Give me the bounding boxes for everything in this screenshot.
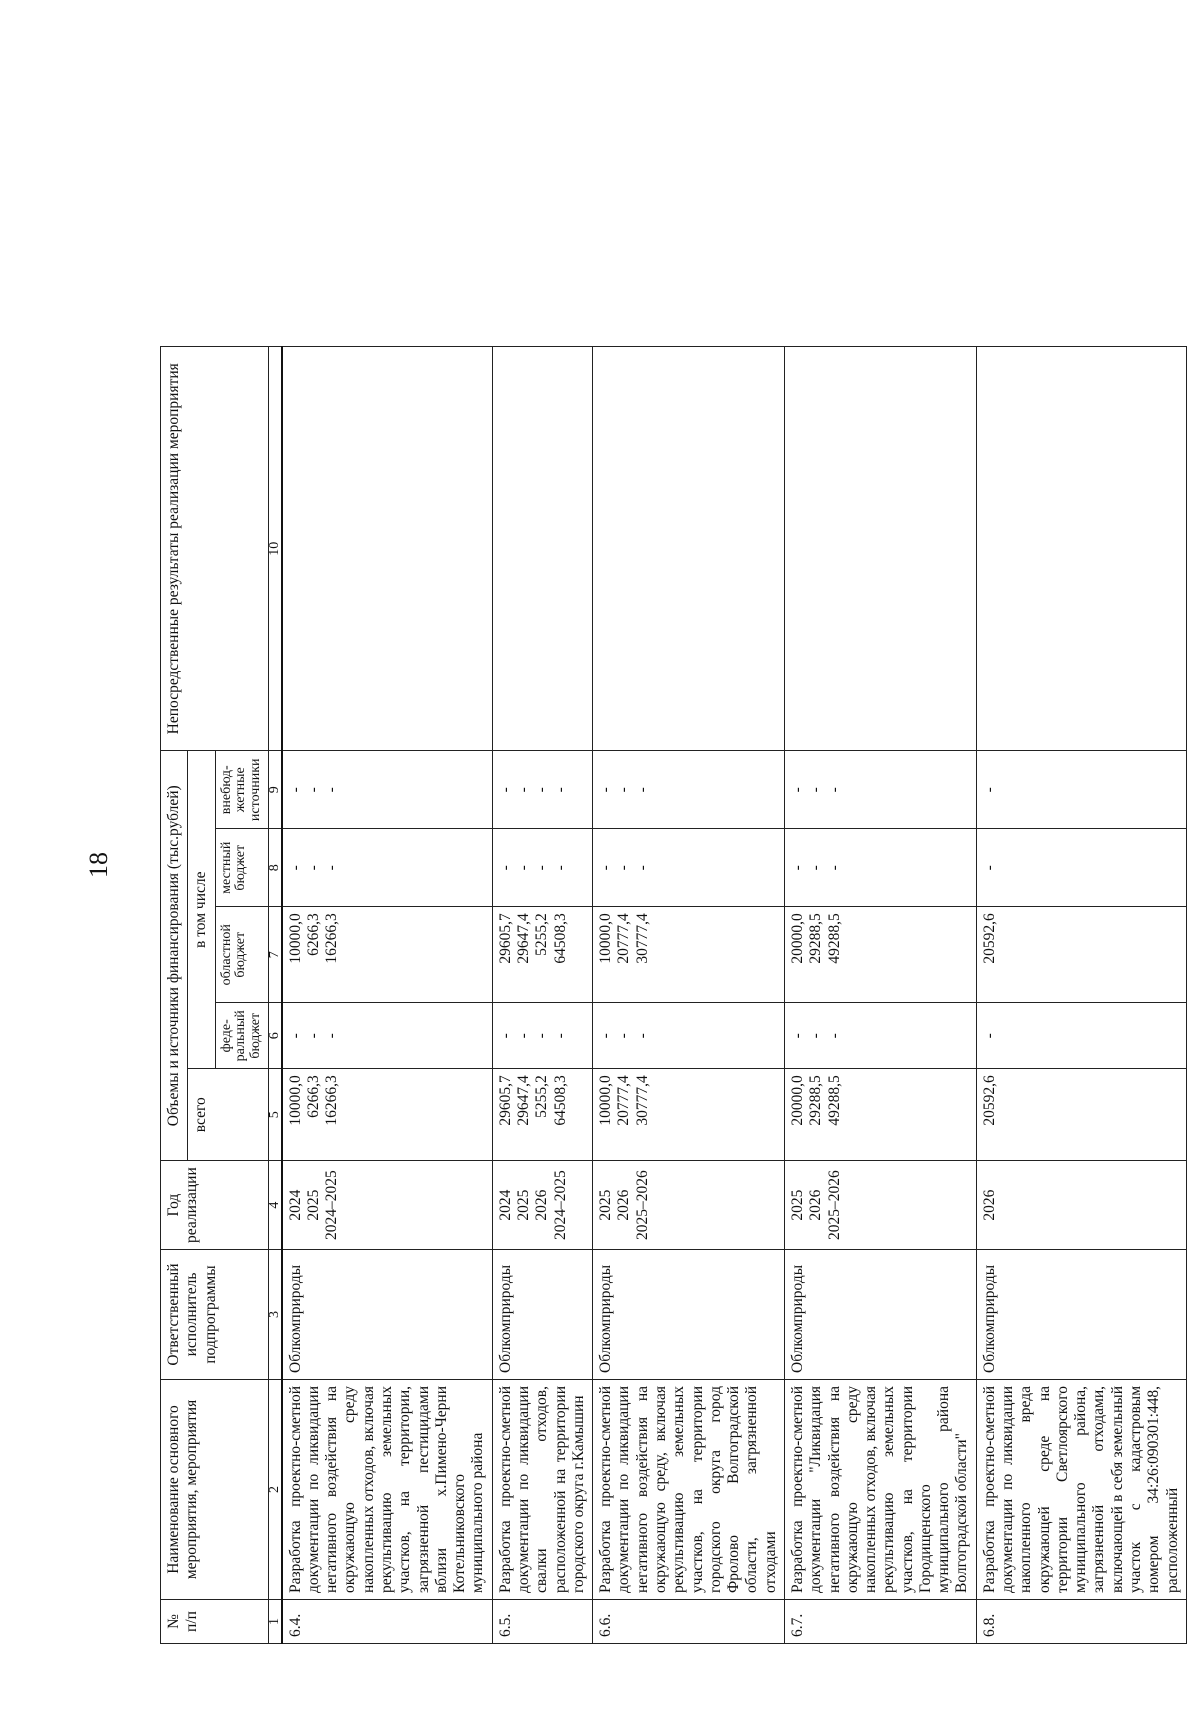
federal-budget: - <box>496 1033 514 1039</box>
header-funding: Объемы и источники финансирования (тыс.рублей) <box>161 751 188 1161</box>
activity-name: Разработка проектно-сметной документации "Ликвидация негативного воздействия на окружающую среду накопленных отходов, включая рекультивацию земельных участков, на территории Городищенского муниципального района Волгоградской области" <box>788 1386 971 1593</box>
local-budget: - <box>551 865 569 871</box>
implementation-year-cell <box>492 1161 592 1250</box>
extrabudget-sources-cell <box>492 751 592 829</box>
extrabudget-sources: - <box>807 787 825 793</box>
local-budget-cell <box>492 829 592 907</box>
implementation-year: 2026 <box>807 1189 825 1221</box>
implementation-year: 2026 <box>980 1189 998 1221</box>
implementation-year: 2025 <box>597 1189 615 1221</box>
regional-budget-cell <box>976 907 1186 1003</box>
header-federal: феде-ральный бюджет <box>215 1003 268 1069</box>
total-amount: 20777,4 <box>615 1075 633 1126</box>
extrabudget-sources-cell <box>282 751 493 829</box>
total-amount: 5255,2 <box>533 1075 551 1118</box>
federal-budget: - <box>551 1033 569 1039</box>
regional-budget: 16266,3 <box>323 913 341 964</box>
federal-budget: - <box>825 1033 843 1039</box>
regional-budget-cell <box>492 907 592 1003</box>
local-budget: - <box>633 865 651 871</box>
direct-results-cell <box>282 347 493 751</box>
row-number-cell <box>784 1600 976 1644</box>
responsible-executor-cell <box>784 1250 976 1380</box>
header-including: в том числе <box>188 751 215 1069</box>
local-budget: - <box>323 865 341 871</box>
regional-budget: 10000,0 <box>286 913 304 964</box>
local-budget: - <box>597 865 615 871</box>
implementation-year: 2024 <box>286 1189 304 1221</box>
total-amount: 16266,3 <box>323 1075 341 1126</box>
local-budget: - <box>788 865 806 871</box>
local-budget: - <box>304 865 322 871</box>
table-row <box>784 347 976 1644</box>
regional-budget: 6266,3 <box>304 913 322 956</box>
header-regional: областной бюджет <box>215 907 268 1003</box>
total-amount: 64508,3 <box>551 1075 569 1126</box>
federal-budget-cell <box>784 1003 976 1069</box>
responsible-executor-cell <box>976 1250 1186 1380</box>
column-number: 1 <box>268 1600 282 1644</box>
regional-budget-cell <box>593 907 785 1003</box>
local-budget-cell <box>282 829 493 907</box>
extrabudget-sources: - <box>825 787 843 793</box>
extrabudget-sources: - <box>304 787 322 793</box>
activity-name: Разработка проектно-сметной документации по ликвидации накопленного вреда окружающей среде на территории Светлоярского муниципального района, загрязненной отходами, включающей в себя земельный участок с кадастровым номером 34:26:090301:448, расположенный <box>980 1386 1181 1593</box>
regional-budget-cell <box>784 907 976 1003</box>
row-number: 6.4. <box>286 1613 304 1637</box>
column-number: 5 <box>268 1069 282 1161</box>
activity-name-cell <box>282 1380 493 1600</box>
total-amount-cell <box>492 1069 592 1161</box>
local-budget: - <box>533 865 551 871</box>
header-total: всего <box>188 1069 268 1161</box>
row-number-cell <box>282 1600 493 1644</box>
implementation-year: 2026 <box>533 1189 551 1221</box>
regional-budget: 20592,6 <box>980 913 998 964</box>
header-year: Год реализации <box>161 1161 269 1250</box>
funding-table <box>160 346 1187 1644</box>
local-budget: - <box>825 865 843 871</box>
header-local: местный бюджет <box>215 829 268 907</box>
regional-budget: 64508,3 <box>551 913 569 964</box>
local-budget: - <box>615 865 633 871</box>
local-budget-cell <box>593 829 785 907</box>
column-number: 2 <box>268 1380 282 1600</box>
responsible-executor-cell <box>282 1250 493 1380</box>
direct-results-cell <box>593 347 785 751</box>
header-row-1 <box>161 347 188 1644</box>
extrabudget-sources-cell <box>976 751 1186 829</box>
federal-budget: - <box>597 1033 615 1039</box>
responsible-executor: Облкомприроды <box>286 1264 304 1373</box>
responsible-executor-cell <box>593 1250 785 1380</box>
row-number-cell <box>976 1600 1186 1644</box>
header-num: № п/п <box>161 1600 269 1644</box>
row-number: 6.5. <box>496 1613 514 1637</box>
implementation-year: 2024–2025 <box>323 1170 341 1240</box>
local-budget-cell <box>784 829 976 907</box>
regional-budget-cell <box>282 907 493 1003</box>
federal-budget-cell <box>593 1003 785 1069</box>
column-number: 6 <box>268 1003 282 1069</box>
total-amount: 29288,5 <box>807 1075 825 1126</box>
total-amount: 10000,0 <box>597 1075 615 1126</box>
column-number: 3 <box>268 1250 282 1380</box>
regional-budget: 29647,4 <box>515 913 532 964</box>
total-amount: 20592,6 <box>980 1075 998 1126</box>
direct-results-cell <box>784 347 976 751</box>
responsible-executor-cell <box>492 1250 592 1380</box>
regional-budget: 20000,0 <box>788 913 806 964</box>
regional-budget: 10000,0 <box>597 913 615 964</box>
column-number: 10 <box>268 347 282 751</box>
extrabudget-sources: - <box>551 787 569 793</box>
implementation-year-cell <box>282 1161 493 1250</box>
regional-budget: 49288,5 <box>825 913 843 964</box>
extrabudget-sources: - <box>980 787 998 793</box>
total-amount: 10000,0 <box>286 1075 304 1126</box>
activity-name-cell <box>784 1380 976 1600</box>
responsible-executor: Облкомприроды <box>980 1264 998 1373</box>
column-number: 8 <box>268 829 282 907</box>
total-amount: 6266,3 <box>304 1075 322 1118</box>
direct-results-cell <box>976 347 1186 751</box>
local-budget: - <box>496 865 514 871</box>
federal-budget-cell <box>282 1003 493 1069</box>
federal-budget-cell <box>976 1003 1186 1069</box>
column-number: 4 <box>268 1161 282 1250</box>
row-number: 6.7. <box>788 1613 806 1637</box>
federal-budget: - <box>323 1033 341 1039</box>
total-amount-cell <box>282 1069 493 1161</box>
table-row <box>976 347 1186 1644</box>
implementation-year: 2025 <box>304 1189 322 1221</box>
header-extrabudget: внебюд-жетные источники <box>215 751 268 829</box>
regional-budget: 20777,4 <box>615 913 633 964</box>
local-budget: - <box>286 865 304 871</box>
extrabudget-sources: - <box>496 787 514 793</box>
total-amount-cell <box>976 1069 1186 1161</box>
responsible-executor: Облкомприроды <box>597 1264 615 1373</box>
activity-name-cell <box>492 1380 592 1600</box>
implementation-year-cell <box>784 1161 976 1250</box>
implementation-year: 2024 <box>496 1189 514 1221</box>
extrabudget-sources-cell <box>784 751 976 829</box>
extrabudget-sources: - <box>533 787 551 793</box>
federal-budget: - <box>980 1033 998 1039</box>
extrabudget-sources: - <box>633 787 651 793</box>
federal-budget: - <box>533 1033 551 1039</box>
extrabudget-sources: - <box>286 787 304 793</box>
federal-budget: - <box>304 1033 322 1039</box>
row-number-cell <box>492 1600 592 1644</box>
header-name: Наименование основного мероприятия, мероприятия <box>161 1380 269 1600</box>
implementation-year: 2025 <box>515 1189 532 1221</box>
table-row <box>492 347 592 1644</box>
federal-budget: - <box>788 1033 806 1039</box>
regional-budget: 5255,2 <box>533 913 551 956</box>
extrabudget-sources-cell <box>593 751 785 829</box>
activity-name: Разработка проектно-сметной документации по ликвидации негативного воздействия на окружающую среду накопленных отходов, включая рекультивацию земельных участков, на территории, загрязненной пестицидами вблизи х.Пимено-Черни Котельниковского муниципального района <box>286 1386 487 1593</box>
responsible-executor: Облкомприроды <box>496 1264 514 1373</box>
extrabudget-sources: - <box>323 787 341 793</box>
activity-name-cell <box>976 1380 1186 1600</box>
extrabudget-sources: - <box>597 787 615 793</box>
extrabudget-sources: - <box>615 787 633 793</box>
federal-budget: - <box>615 1033 633 1039</box>
row-number-cell <box>593 1600 785 1644</box>
activity-name-cell <box>593 1380 785 1600</box>
regional-budget: 29288,5 <box>807 913 825 964</box>
federal-budget: - <box>633 1033 651 1039</box>
local-budget: - <box>980 865 998 871</box>
federal-budget: - <box>807 1033 825 1039</box>
row-number: 6.6. <box>597 1613 615 1637</box>
federal-budget-cell <box>492 1003 592 1069</box>
regional-budget: 30777,4 <box>633 913 651 964</box>
total-amount: 29647,4 <box>515 1075 532 1126</box>
extrabudget-sources: - <box>515 787 532 793</box>
local-budget: - <box>515 865 532 871</box>
regional-budget: 29605,7 <box>496 913 514 964</box>
header-results: Непосредственные результаты реализации мероприятия <box>161 347 269 751</box>
total-amount-cell <box>593 1069 785 1161</box>
activity-name: Разработка проектно-сметной документации по ликвидации негативного воздействия на окружающую среду, включая рекультивацию земельных участков, на территории городского округа город Фролово Волгоградской области, загрязненной отходами <box>597 1386 779 1593</box>
direct-results-cell <box>492 347 592 751</box>
total-amount: 20000,0 <box>788 1075 806 1126</box>
local-budget: - <box>807 865 825 871</box>
total-amount: 29605,7 <box>496 1075 514 1126</box>
activity-name: Разработка проектно-сметной документации по ликвидации свалки отходов, расположенной на территории городского округа г.Камышин <box>496 1386 587 1593</box>
implementation-year: 2026 <box>615 1189 633 1221</box>
implementation-year-cell <box>593 1161 785 1250</box>
column-number: 9 <box>268 751 282 829</box>
table-body <box>282 347 1187 1644</box>
extrabudget-sources: - <box>788 787 806 793</box>
row-number: 6.8. <box>980 1613 998 1637</box>
total-amount-cell <box>784 1069 976 1161</box>
implementation-year: 2025 <box>788 1189 806 1221</box>
column-number: 7 <box>268 907 282 1003</box>
local-budget-cell <box>976 829 1186 907</box>
page-number: 18 <box>84 852 113 878</box>
federal-budget: - <box>515 1033 532 1039</box>
header-executor: Ответственный исполнитель подпрограммы <box>161 1250 269 1380</box>
table-row <box>593 347 785 1644</box>
table-row <box>282 347 493 1644</box>
column-number-row <box>268 347 282 1644</box>
implementation-year: 2024–2025 <box>551 1170 569 1240</box>
responsible-executor: Облкомприроды <box>788 1264 806 1373</box>
implementation-year-cell <box>976 1161 1186 1250</box>
federal-budget: - <box>286 1033 304 1039</box>
implementation-year: 2025–2026 <box>825 1170 843 1240</box>
total-amount: 30777,4 <box>633 1075 651 1126</box>
implementation-year: 2025–2026 <box>633 1170 651 1240</box>
total-amount: 49288,5 <box>825 1075 843 1126</box>
